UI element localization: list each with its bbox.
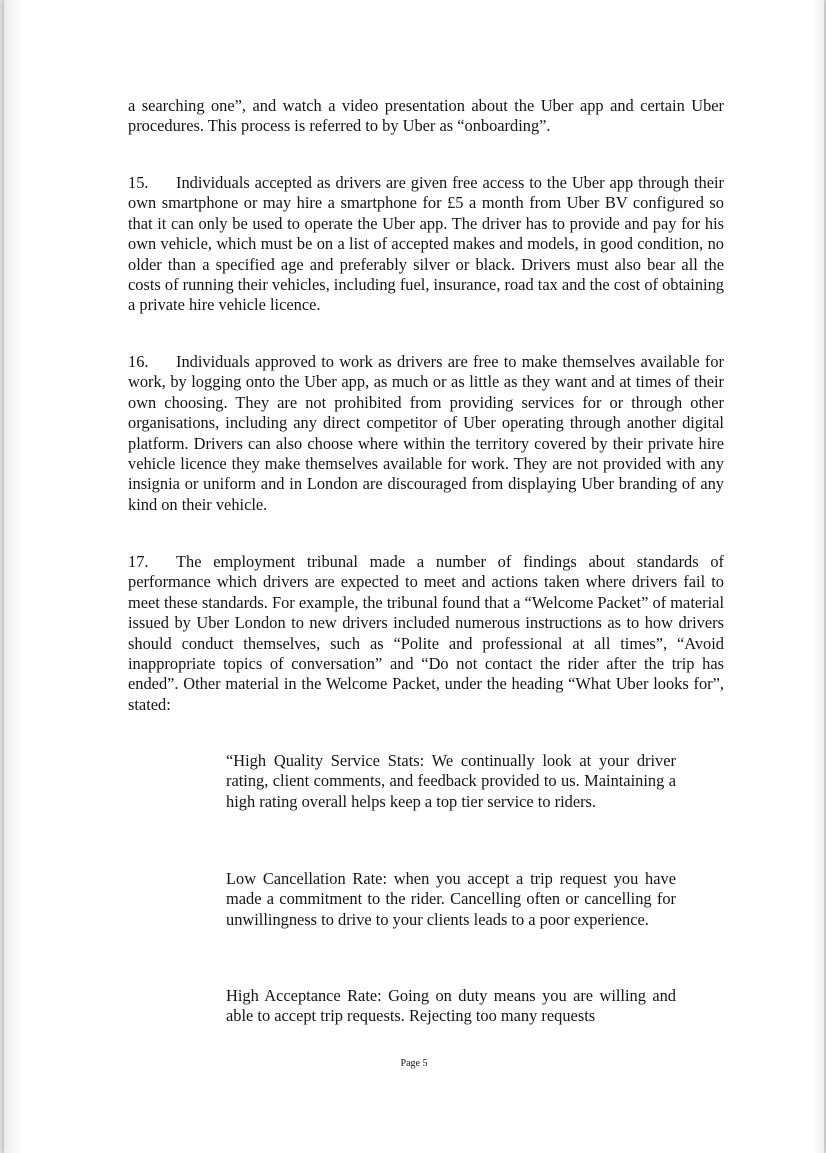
paragraph-text: Individuals approved to work as drivers are free to make themselves available for work, by logging onto the Uber app, as much or as little as they want and at times of their own choosing. They are not prohibited from providing services for or through other organisations, including any direct competitor of Uber operating through another digital platform. Drivers can also choose where within the territory covered by their private hire vehicle licence they make themselves available for work. They are not provided with any insignia or uniform and in London are discouraged from displaying Uber branding of any kind on their vehicle. xyxy=(128,352,724,514)
page-number: Page 5 xyxy=(400,1058,428,1069)
paragraph-number: 17. xyxy=(128,552,149,571)
quote-service-stats: “High Quality Service Stats: We continually look at your driver rating, client comments, and feedback provided to us. Maintaining a high rating overall helps keep a top tier service to riders. xyxy=(226,751,676,811)
page-edge-shadow-right xyxy=(812,0,824,1153)
document-page xyxy=(4,0,824,1153)
paragraph-text: Individuals accepted as drivers are given free access to the Uber app through their own smartphone or may hire a smartphone for £5 a month from Uber BV configured so that it can only be used to operate the Uber app. The driver has to provide and pay for his own vehicle, which must be on a list of accepted makes and models, in good condition, no older than a specified age and preferably silver or black. Drivers must also bear all the costs of running their vehicles, including fuel, insurance, road tax and the cost of obtaining a private hire vehicle licence. xyxy=(128,173,724,315)
paragraph-17 xyxy=(128,552,724,715)
paragraph-number: 15. xyxy=(128,173,149,192)
paragraph-15 xyxy=(128,173,724,316)
quote-cancellation-rate: Low Cancellation Rate: when you accept a trip request you have made a commitment to the rider. Cancelling often or cancelling for unwillingness to drive to your clients leads to a poor experience. xyxy=(226,869,676,929)
quote-acceptance-rate: High Acceptance Rate: Going on duty means you are willing and able to accept trip requests. Rejecting too many requests xyxy=(226,986,676,1026)
paragraph-continuation xyxy=(128,96,724,137)
paragraph-text: a searching one”, and watch a video presentation about the Uber app and certain Uber procedures. This process is referred to by Uber as “onboarding”. xyxy=(128,96,724,136)
paragraph-16 xyxy=(128,352,724,515)
page-edge-shadow-left xyxy=(4,0,22,1153)
paragraph-text: The employment tribunal made a number of findings about standards of performance which drivers are expected to meet and actions taken where drivers fail to meet these standards. For example, the tribunal found that a “Welcome Packet” of material issued by Uber London to new drivers included numerous instructions as to how drivers should conduct themselves, such as “Polite and professional at all times”, “Avoid inappropriate topics of conversation” and “Do not contact the rider after the trip has ended”. Other material in the Welcome Packet, under the heading “What Uber looks for”, stated: xyxy=(128,552,724,714)
paragraph-number: 16. xyxy=(128,352,149,371)
